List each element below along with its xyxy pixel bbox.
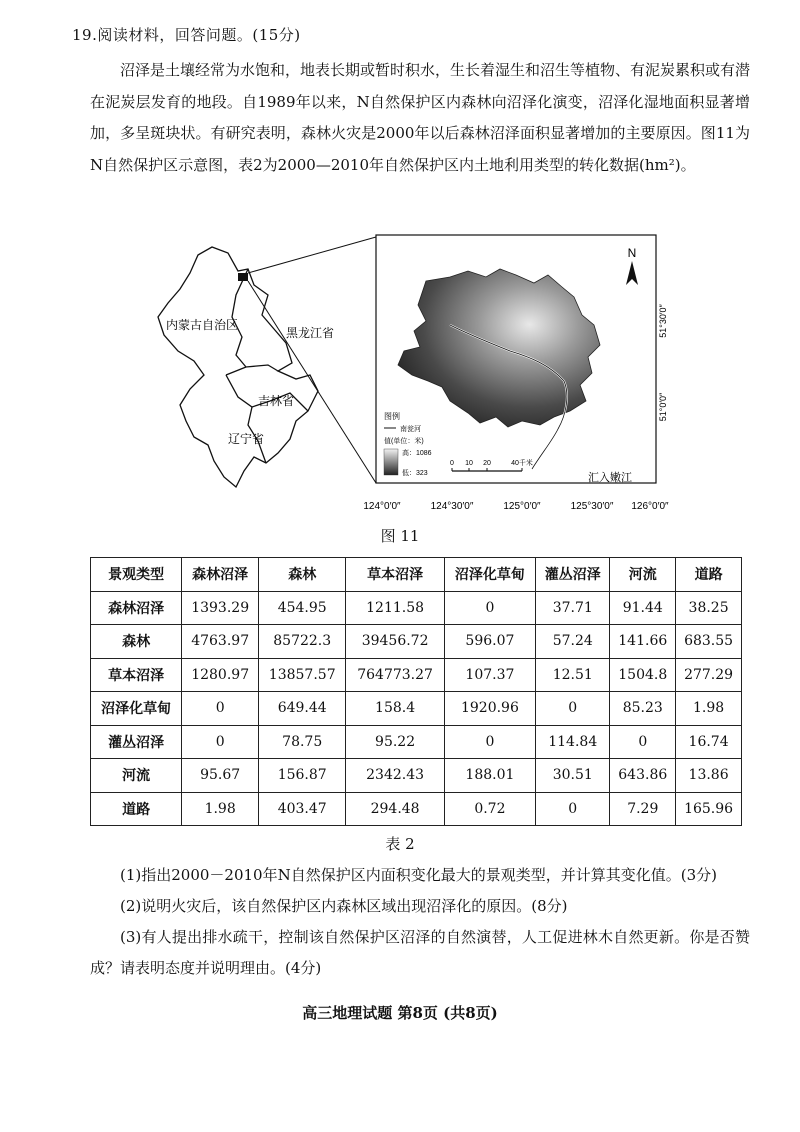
table-cell: 596.07 bbox=[444, 625, 535, 659]
svg-text:0: 0 bbox=[450, 460, 454, 467]
table-cell: 114.84 bbox=[536, 725, 610, 759]
col-header: 景观类型 bbox=[91, 558, 182, 592]
table-cell: 95.22 bbox=[346, 725, 444, 759]
table-cell: 85722.3 bbox=[258, 625, 345, 659]
svg-text:低：323: 低：323 bbox=[402, 470, 428, 477]
row-header-cell: 森林沼泽 bbox=[91, 591, 182, 625]
row-header-cell: 道路 bbox=[91, 792, 182, 826]
lat-label-1: 51°30′0″ bbox=[658, 304, 668, 338]
row-header-cell: 沼泽化草甸 bbox=[91, 692, 182, 726]
table-row bbox=[91, 658, 742, 692]
svg-text:10: 10 bbox=[465, 460, 473, 467]
lon-label-2: 124°30′0″ bbox=[430, 501, 474, 512]
svg-text:值(单位：米): 值(单位：米) bbox=[384, 438, 424, 445]
table-row bbox=[91, 725, 742, 759]
table-cell: 13857.57 bbox=[258, 658, 345, 692]
lon-label-5: 126°0′0″ bbox=[631, 501, 669, 512]
col-header: 草本沼泽 bbox=[346, 558, 444, 592]
table-cell: 57.24 bbox=[536, 625, 610, 659]
table-cell: 141.66 bbox=[610, 625, 676, 659]
figure-caption: 图 11 bbox=[380, 527, 420, 545]
table-cell: 683.55 bbox=[676, 625, 742, 659]
subquestion-2: (2)说明火灾后，该自然保护区内森林区域出现沼泽化的原因。(8分) bbox=[120, 897, 568, 915]
question-title: 19.阅读材料，回答问题。(15分) bbox=[72, 26, 301, 44]
col-header: 道路 bbox=[676, 558, 742, 592]
table-cell: 30.51 bbox=[536, 759, 610, 793]
lat-label-2: 51°0′0″ bbox=[658, 392, 668, 422]
table-caption: 表 2 bbox=[385, 835, 415, 853]
table-cell: 277.29 bbox=[676, 658, 742, 692]
label-inner-mongolia: 内蒙古自治区 bbox=[166, 318, 239, 332]
col-header: 沼泽化草甸 bbox=[444, 558, 535, 592]
northeast-china-outline bbox=[158, 247, 318, 487]
table-cell: 4763.97 bbox=[182, 625, 259, 659]
row-header-cell: 灌丛沼泽 bbox=[91, 725, 182, 759]
table-cell: 0 bbox=[536, 792, 610, 826]
table-cell: 2342.43 bbox=[346, 759, 444, 793]
table-cell: 107.37 bbox=[444, 658, 535, 692]
table-cell: 1.98 bbox=[182, 792, 259, 826]
svg-text:40千米: 40千米 bbox=[511, 460, 533, 467]
table-cell: 158.4 bbox=[346, 692, 444, 726]
river-outflow-label: 汇入嫩江 bbox=[588, 472, 632, 484]
table-cell: 0.72 bbox=[444, 792, 535, 826]
row-header-cell: 森林 bbox=[91, 625, 182, 659]
landuse-transition-table bbox=[90, 557, 742, 826]
svg-text:南瓮河: 南瓮河 bbox=[400, 426, 421, 433]
table-cell: 1.98 bbox=[676, 692, 742, 726]
table-row bbox=[91, 792, 742, 826]
page-footer: 高三地理试题 第8页 (共8页) bbox=[302, 1004, 498, 1022]
table-cell: 0 bbox=[182, 725, 259, 759]
table-row bbox=[91, 692, 742, 726]
table-cell: 13.86 bbox=[676, 759, 742, 793]
table-cell: 91.44 bbox=[610, 591, 676, 625]
svg-text:高：1086: 高：1086 bbox=[402, 450, 432, 457]
table-cell: 7.29 bbox=[610, 792, 676, 826]
table-cell: 454.95 bbox=[258, 591, 345, 625]
table-cell: 16.74 bbox=[676, 725, 742, 759]
table-cell: 12.51 bbox=[536, 658, 610, 692]
table-cell: 0 bbox=[610, 725, 676, 759]
table-row bbox=[91, 759, 742, 793]
table-cell: 0 bbox=[444, 591, 535, 625]
lon-label-1: 124°0′0″ bbox=[363, 501, 401, 512]
table-row bbox=[91, 625, 742, 659]
table-cell: 403.47 bbox=[258, 792, 345, 826]
col-header: 森林 bbox=[258, 558, 345, 592]
figure-11-map bbox=[150, 225, 670, 515]
table-cell: 1393.29 bbox=[182, 591, 259, 625]
table-cell: 294.48 bbox=[346, 792, 444, 826]
table-cell: 156.87 bbox=[258, 759, 345, 793]
table-cell: 95.67 bbox=[182, 759, 259, 793]
table-cell: 649.44 bbox=[258, 692, 345, 726]
table-cell: 1920.96 bbox=[444, 692, 535, 726]
lon-label-4: 125°30′0″ bbox=[570, 501, 614, 512]
table-cell: 37.71 bbox=[536, 591, 610, 625]
subquestion-3: (3)有人提出排水疏干，控制该自然保护区沼泽的自然演替，人工促进林木自然更新。你是否赞成？请表明态度并说明理由。(4分) bbox=[90, 928, 750, 977]
lon-label-3: 125°0′0″ bbox=[503, 501, 541, 512]
table-cell: 643.86 bbox=[610, 759, 676, 793]
material-paragraph: 沼泽是土壤经常为水饱和，地表长期或暂时积水，生长着湿生和沼生等植物、有泥炭累积或有潜在泥炭层发育的地段。自1989年以来，N自然保护区内森林向沼泽化演变，沼泽化湿地面积显著增加，多呈斑块状。有研究表明，森林火灾是2000年以后森林沼泽面积显著增加的主要原因。图11为N自然保护区示意图，表2为2000—2010年自然保护区内土地利用类型的转化数据(hm²)。 bbox=[90, 61, 751, 174]
table-cell: 78.75 bbox=[258, 725, 345, 759]
svg-text:N: N bbox=[627, 246, 637, 260]
col-header: 河流 bbox=[610, 558, 676, 592]
table-cell: 85.23 bbox=[610, 692, 676, 726]
label-jilin: 吉林省 bbox=[258, 394, 295, 408]
subquestions bbox=[90, 860, 750, 984]
table-cell: 764773.27 bbox=[346, 658, 444, 692]
svg-text:20: 20 bbox=[483, 460, 491, 467]
table-cell: 1504.8 bbox=[610, 658, 676, 692]
table-cell: 38.25 bbox=[676, 591, 742, 625]
table-cell: 39456.72 bbox=[346, 625, 444, 659]
table-cell: 1211.58 bbox=[346, 591, 444, 625]
label-heilongjiang: 黑龙江省 bbox=[286, 326, 335, 340]
table-header-row bbox=[91, 558, 742, 592]
table-cell: 0 bbox=[444, 725, 535, 759]
row-header-cell: 河流 bbox=[91, 759, 182, 793]
table-cell: 0 bbox=[182, 692, 259, 726]
row-header-cell: 草本沼泽 bbox=[91, 658, 182, 692]
table-cell: 188.01 bbox=[444, 759, 535, 793]
reserve-location-marker bbox=[238, 273, 248, 281]
table-cell: 1280.97 bbox=[182, 658, 259, 692]
col-header: 森林沼泽 bbox=[182, 558, 259, 592]
svg-text:图例: 图例 bbox=[384, 412, 400, 421]
table-cell: 0 bbox=[536, 692, 610, 726]
question-material bbox=[90, 55, 750, 181]
table-row bbox=[91, 591, 742, 625]
col-header: 灌丛沼泽 bbox=[536, 558, 610, 592]
subquestion-1: (1)指出2000－2010年N自然保护区内面积变化最大的景观类型，并计算其变化值。(3分) bbox=[120, 866, 717, 884]
table-cell: 165.96 bbox=[676, 792, 742, 826]
label-liaoning: 辽宁省 bbox=[228, 432, 265, 446]
